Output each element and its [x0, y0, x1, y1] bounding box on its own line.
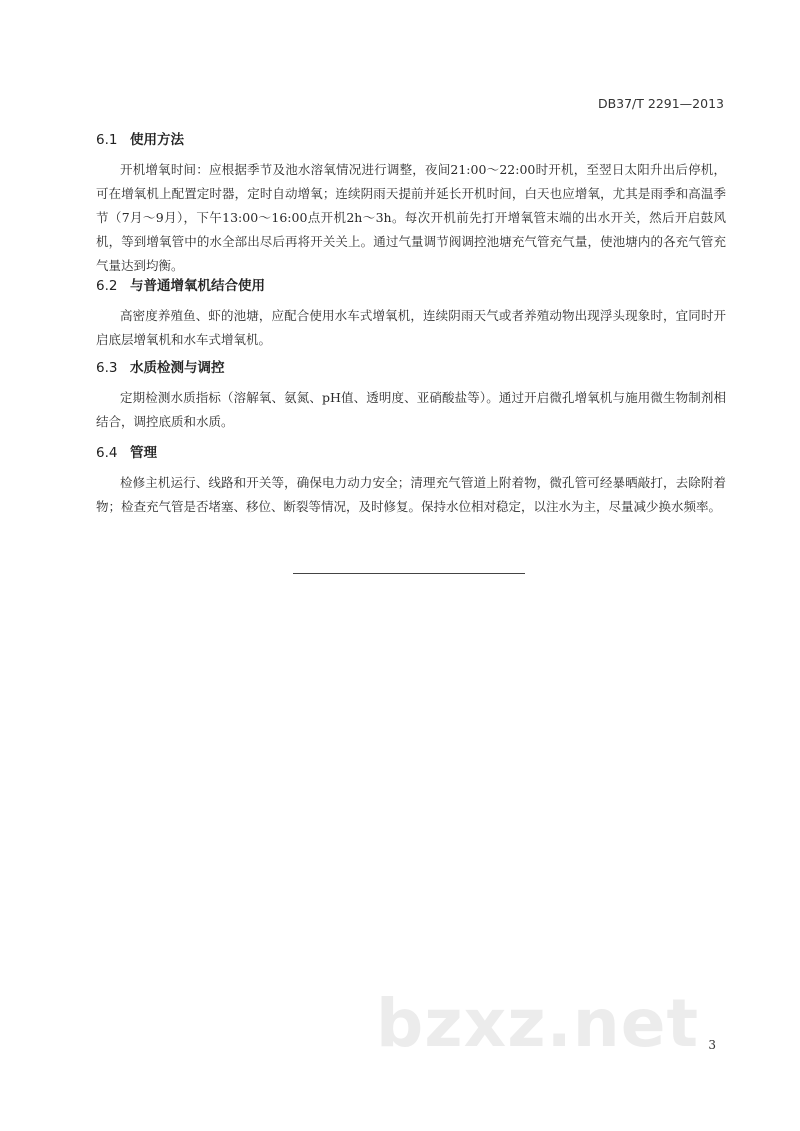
section-6-2: [96, 276, 726, 352]
section-heading: [96, 358, 726, 378]
document-code: DB37/T 2291—2013: [597, 96, 724, 111]
section-6-3: [96, 358, 726, 434]
section-number: 6.4: [96, 445, 118, 461]
section-paragraph: 高密度养殖鱼、虾的池塘，应配合使用水车式增氧机，连续阴雨天气或者养殖动物出现浮头现象时，宜同时开启底层增氧机和水车式增氧机。: [96, 308, 726, 347]
end-rule: [293, 573, 525, 574]
section-title: 使用方法: [130, 132, 184, 148]
section-6-4: [96, 443, 726, 519]
section-paragraph: 定期检测水质指标（溶解氧、氨氮、pH值、透明度、亚硝酸盐等）。通过开启微孔增氧机与施用微生物制剂相结合，调控底质和水质。: [96, 390, 726, 429]
section-heading: [96, 130, 726, 150]
watermark: bzxz.net: [376, 985, 700, 1062]
section-6-1: [96, 130, 726, 278]
section-paragraph: 检修主机运行、线路和开关等，确保电力动力安全；清理充气管道上附着物，微孔管可经暴晒敲打，去除附着物；检查充气管是否堵塞、移位、断裂等情况，及时修复。保持水位相对稳定，以注水为主，尽量减少换水频率。: [96, 475, 726, 514]
section-title: 与普通增氧机结合使用: [130, 278, 265, 294]
section-paragraph: 开机增氧时间：应根据季节及池水溶氧情况进行调整，夜间21:00～22:00时开机，至翌日太阳升出后停机，可在增氧机上配置定时器，定时自动增氧；连续阴雨天提前并延长开机时间，白天也应增氧，尤其是雨季和高温季节（7月～9月），下午13:00～16:00点开机2h～3h。每次开机前先打开增氧管末端的出水开关，然后开启鼓风机，等到增氧管中的水全部出尽后再将开关关上。通过气量调节阀调控池塘充气管充气量，使池塘内的各充气管充气量达到均衡。: [96, 162, 726, 273]
section-number: 6.1: [96, 132, 118, 148]
section-number: 6.2: [96, 278, 118, 294]
section-title: 管理: [130, 445, 157, 461]
page-number: 3: [708, 1038, 716, 1052]
section-title: 水质检测与调控: [130, 360, 225, 376]
section-heading: [96, 276, 726, 296]
section-heading: [96, 443, 726, 463]
section-number: 6.3: [96, 360, 118, 376]
